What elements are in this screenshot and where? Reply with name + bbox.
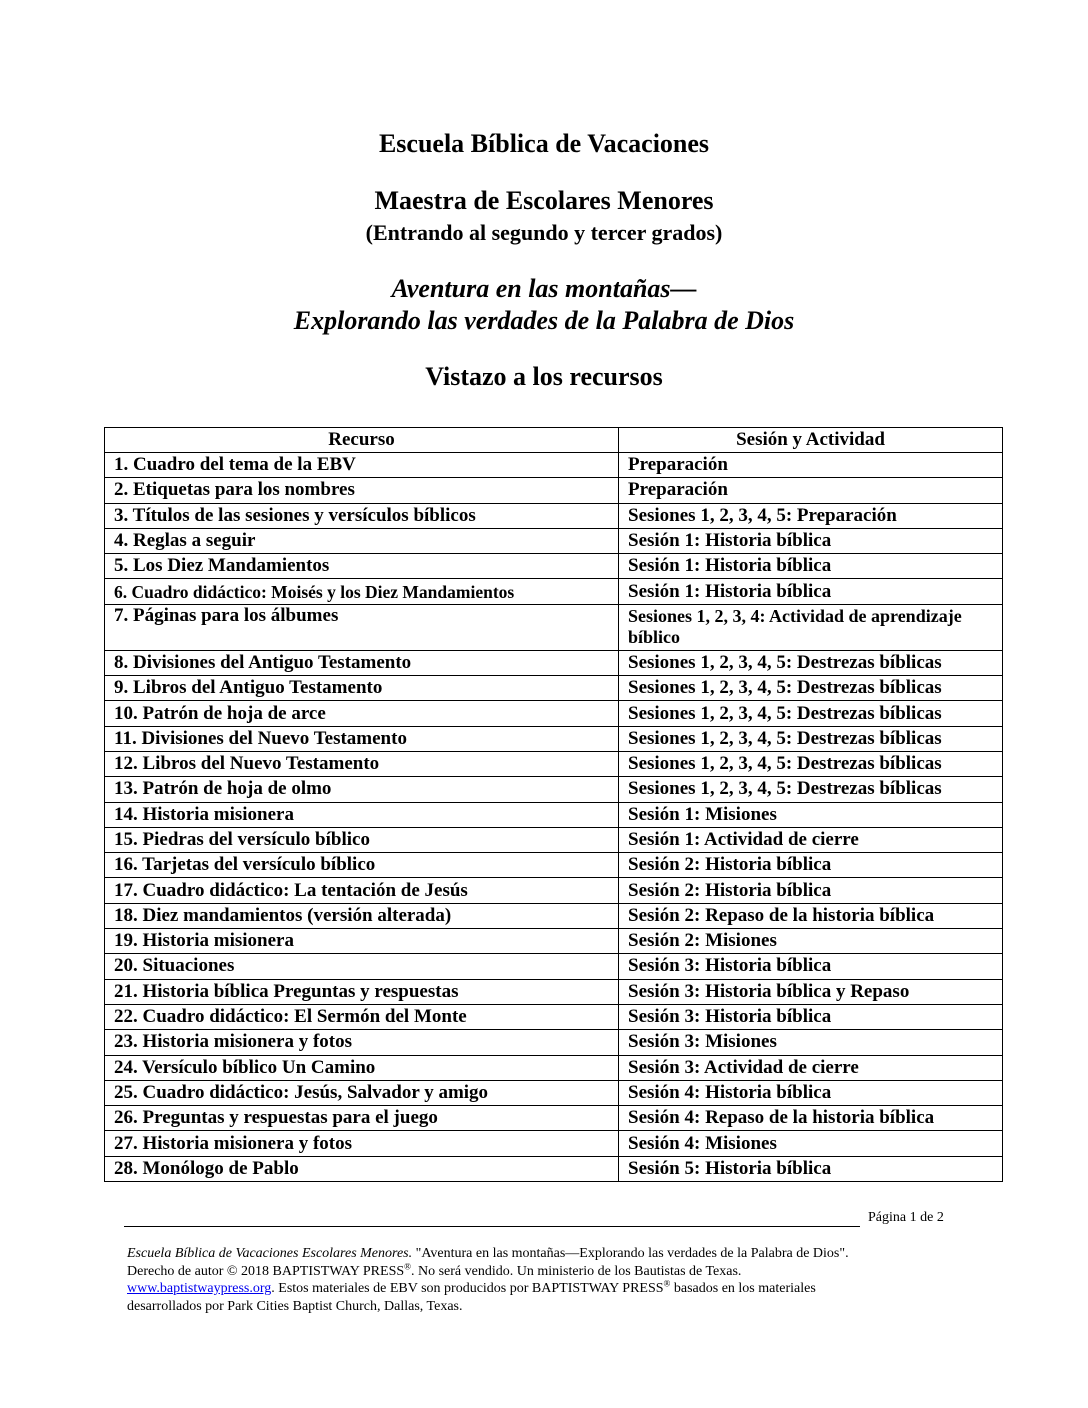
table-row (105, 903, 1003, 928)
document-subtitle: Maestra de Escolares Menores (374, 186, 714, 215)
footer-copyright: Derecho de autor © 2018 BAPTISTWAY PRESS (127, 1263, 405, 1279)
session-cell: Sesiones 1, 2, 3, 4, 5: Preparación (619, 503, 1003, 528)
document-title: Escuela Bíblica de Vacaciones (378, 129, 710, 158)
footer-credits-end: desarrollados por Park Cities Baptist Church, Dallas, Texas. (127, 1298, 463, 1314)
table-row (105, 1030, 1003, 1055)
table-row (105, 604, 1003, 650)
session-cell: Sesión 3: Historia bíblica (619, 1004, 1003, 1029)
table-row (105, 701, 1003, 726)
session-cell: Sesiones 1, 2, 3, 4: Actividad de aprendizaje bíblico (619, 604, 1003, 650)
resource-cell: 14. Historia misionera (105, 802, 619, 827)
resource-cell: 17. Cuadro didáctico: La tentación de Jesús (105, 878, 619, 903)
footer-divider (124, 1226, 860, 1227)
footer-line-3 (127, 1280, 967, 1298)
table-row (105, 503, 1003, 528)
registered-mark: ® (663, 1278, 671, 1289)
table-row (105, 979, 1003, 1004)
table-row (105, 579, 1003, 604)
resource-cell: 12. Libros del Nuevo Testamento (105, 751, 619, 776)
session-cell: Sesión 3: Actividad de cierre (619, 1055, 1003, 1080)
session-cell: Sesiones 1, 2, 3, 4, 5: Destrezas bíblicas (619, 650, 1003, 675)
session-cell: Sesión 4: Misiones (619, 1131, 1003, 1156)
resource-cell: 26. Preguntas y respuestas para el juego (105, 1106, 619, 1131)
table-row (105, 528, 1003, 553)
table-row (105, 726, 1003, 751)
column-header-resource: Recurso (105, 428, 619, 453)
footer-credits (127, 1245, 967, 1315)
table-row (105, 929, 1003, 954)
resource-cell: 16. Tarjetas del versículo bíblico (105, 853, 619, 878)
session-cell: Sesión 2: Repaso de la historia bíblica (619, 903, 1003, 928)
resource-cell: 27. Historia misionera y fotos (105, 1131, 619, 1156)
table-row (105, 751, 1003, 776)
session-cell: Sesión 2: Misiones (619, 929, 1003, 954)
session-cell: Sesión 3: Historia bíblica y Repaso (619, 979, 1003, 1004)
session-cell: Sesión 1: Historia bíblica (619, 528, 1003, 553)
resource-cell: 9. Libros del Antiguo Testamento (105, 676, 619, 701)
table-row (105, 554, 1003, 579)
footer-credits-text: . Estos materiales de EBV son producidos por BAPTISTWAY PRESS (271, 1281, 664, 1296)
resource-cell: 5. Los Diez Mandamientos (105, 554, 619, 579)
session-cell: Sesión 1: Actividad de cierre (619, 827, 1003, 852)
session-cell: Sesiones 1, 2, 3, 4, 5: Destrezas bíblicas (619, 701, 1003, 726)
session-cell: Sesiones 1, 2, 3, 4, 5: Destrezas bíblicas (619, 777, 1003, 802)
table-row (105, 478, 1003, 503)
table-row (105, 1106, 1003, 1131)
grade-range: (Entrando al segundo y tercer grados) (365, 220, 723, 245)
session-cell: Sesiones 1, 2, 3, 4, 5: Destrezas bíblicas (619, 751, 1003, 776)
resource-cell: 2. Etiquetas para los nombres (105, 478, 619, 503)
session-cell: Sesiones 1, 2, 3, 4, 5: Destrezas bíblicas (619, 726, 1003, 751)
website-link[interactable]: www.baptistwaypress.org (127, 1281, 272, 1296)
table-row (105, 1004, 1003, 1029)
table-row (105, 453, 1003, 478)
resource-cell: 13. Patrón de hoja de olmo (105, 777, 619, 802)
session-cell: Sesión 2: Historia bíblica (619, 853, 1003, 878)
session-cell: Sesión 1: Historia bíblica (619, 554, 1003, 579)
table-row (105, 777, 1003, 802)
session-cell: Preparación (619, 453, 1003, 478)
resource-cell: 24. Versículo bíblico Un Camino (105, 1055, 619, 1080)
session-cell: Sesión 3: Historia bíblica (619, 954, 1003, 979)
table-row (105, 1055, 1003, 1080)
column-header-session: Sesión y Actividad (619, 428, 1003, 453)
session-cell: Sesión 1: Misiones (619, 802, 1003, 827)
resource-cell: 23. Historia misionera y fotos (105, 1030, 619, 1055)
footer-line-1 (127, 1245, 967, 1263)
footer-copyright-rest: . No será vendido. Un ministerio de los Bautistas de Texas. (411, 1263, 742, 1279)
session-cell: Sesión 2: Historia bíblica (619, 878, 1003, 903)
resource-cell: 1. Cuadro del tema de la EBV (105, 453, 619, 478)
resource-cell: 15. Piedras del versículo bíblico (105, 827, 619, 852)
section-heading: Vistazo a los recursos (425, 362, 663, 391)
session-cell: Sesión 5: Historia bíblica (619, 1156, 1003, 1181)
table-row (105, 802, 1003, 827)
resource-cell: 4. Reglas a seguir (105, 528, 619, 553)
footer-credits-rest: basados en los materiales (670, 1281, 816, 1296)
session-cell: Sesión 4: Repaso de la historia bíblica (619, 1106, 1003, 1131)
theme-title-line-1: Aventura en las montañas— (391, 274, 697, 303)
resource-cell: 25. Cuadro didáctico: Jesús, Salvador y amigo (105, 1080, 619, 1105)
resource-cell: 3. Títulos de las sesiones y versículos bíblicos (105, 503, 619, 528)
resource-cell: 11. Divisiones del Nuevo Testamento (105, 726, 619, 751)
footer-line-2 (127, 1260, 967, 1281)
table-row (105, 878, 1003, 903)
resource-cell: 7. Páginas para los álbumes (105, 604, 619, 650)
resource-cell: 21. Historia bíblica Preguntas y respuestas (105, 979, 619, 1004)
table-row (105, 650, 1003, 675)
table-row (105, 1080, 1003, 1105)
session-cell: Sesiones 1, 2, 3, 4, 5: Destrezas bíblicas (619, 676, 1003, 701)
table-row (105, 1156, 1003, 1181)
table-row (105, 954, 1003, 979)
registered-mark: ® (404, 1260, 411, 1271)
session-cell: Preparación (619, 478, 1003, 503)
table-row (105, 853, 1003, 878)
theme-title-line-2: Explorando las verdades de la Palabra de Dios (293, 306, 795, 335)
table-row (105, 676, 1003, 701)
resource-cell: 10. Patrón de hoja de arce (105, 701, 619, 726)
session-cell: Sesión 1: Historia bíblica (619, 579, 1003, 604)
footer-line-4 (127, 1298, 967, 1316)
resource-cell: 19. Historia misionera (105, 929, 619, 954)
session-cell: Sesión 4: Historia bíblica (619, 1080, 1003, 1105)
resource-cell: 22. Cuadro didáctico: El Sermón del Monte (105, 1004, 619, 1029)
table-row (105, 1131, 1003, 1156)
table-row (105, 827, 1003, 852)
session-cell: Sesión 3: Misiones (619, 1030, 1003, 1055)
resource-cell: 28. Monólogo de Pablo (105, 1156, 619, 1181)
resources-table (104, 427, 1003, 1182)
footer-quote: "Aventura en las montañas—Explorando las verdades de la Palabra de Dios". (412, 1246, 849, 1261)
resource-cell: 18. Diez mandamientos (versión alterada) (105, 903, 619, 928)
resource-cell: 6. Cuadro didáctico: Moisés y los Diez Mandamientos (105, 579, 619, 604)
table-body (105, 453, 1003, 1182)
page-number: Página 1 de 2 (868, 1210, 944, 1225)
footer-book-title: Escuela Bíblica de Vacaciones Escolares Menores. (127, 1246, 413, 1261)
resource-cell: 20. Situaciones (105, 954, 619, 979)
table-header-row (105, 428, 1003, 453)
resource-cell: 8. Divisiones del Antiguo Testamento (105, 650, 619, 675)
